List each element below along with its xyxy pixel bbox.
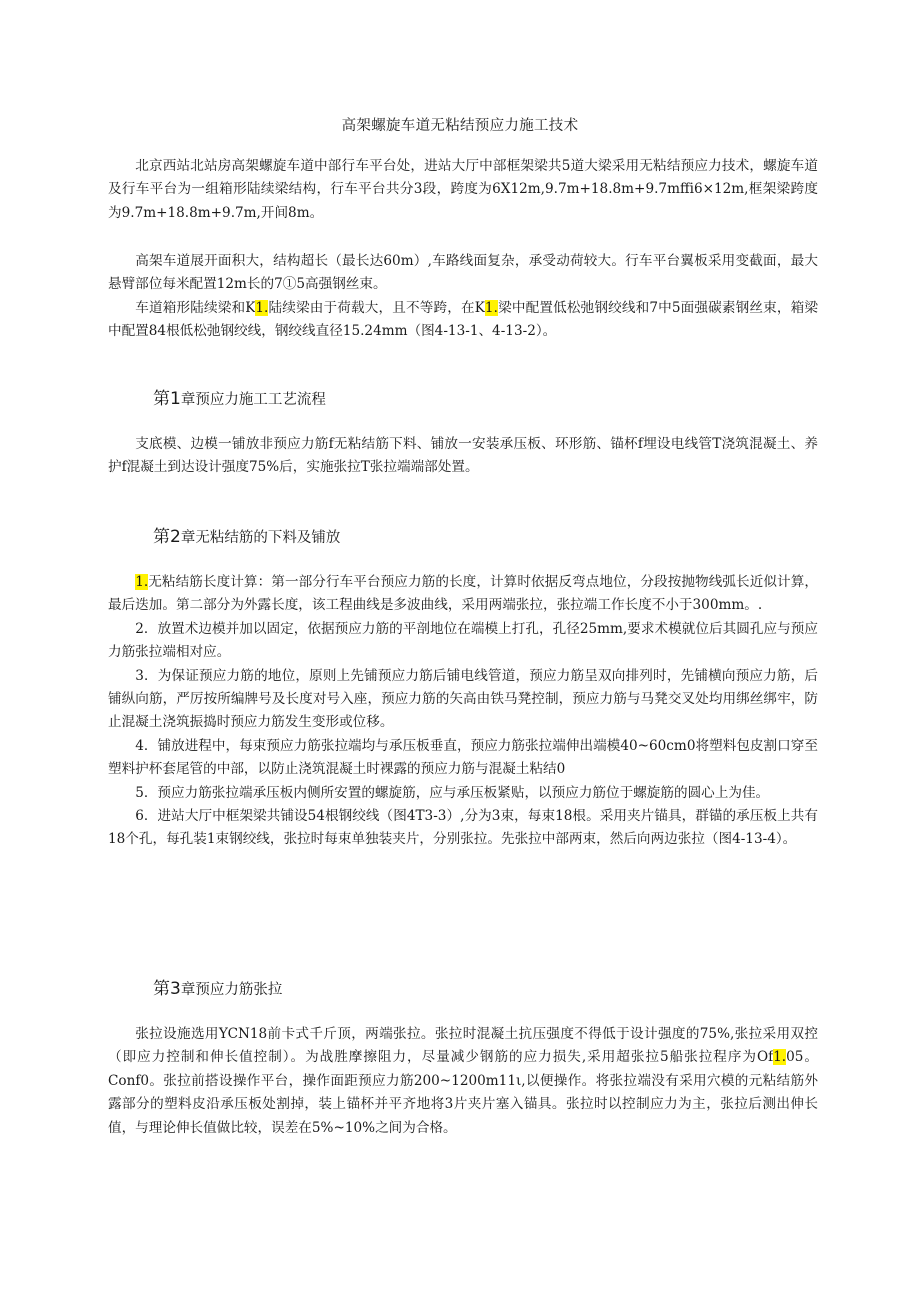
highlight-mark: 1. — [135, 574, 149, 590]
chapter-2-body — [108, 571, 818, 852]
intro-paragraph-2: 高架车道展开面积大，结构超长（最长达60m）,车路线面复杂，承受动荷较大。行车平台翼板采用变截面，最大悬臂部位每米配置12m长的7①5高强钢丝束。 — [108, 253, 818, 293]
chapter-3-paragraph: 张拉设施选用YCN18前卡式千斤顶，两端张拉。张拉时混凝土抗压强度不得低于设计强度的75%,张拉采用双控（即应力控制和伸长值控制）。为战胜摩擦阻力，尽量减少钢筋的应力损失,采用超张拉5船张拉程序为Of1.05。Conf0。张拉前搭设操作平台，操作面距预应力筋200~1200m11ι,以便操作。将张拉端没有采用穴模的元粘结筋外露部分的塑料皮沿承压板处割掉，装上锚杯并平齐地将3片夹片塞入锚具。张拉时以控制应力为主，张拉后测出伸长值，与理论伸长值做比较，误差在5%~10%之间为合格。 — [108, 1026, 818, 1136]
intro-section — [108, 155, 818, 225]
chapter-1-paragraph: 支底模、边模一铺放非预应力筋f无粘结筋下料、铺放一安装承压板、环形筋、锚杯f埋设电线管T浇筑混凝土、养护f混凝土到达设计强度75%后，实施张拉T张拉端端部处置。 — [108, 436, 818, 476]
chapter-1-body — [108, 433, 818, 480]
chapter-1-heading: 第1章预应力施工工艺流程 — [153, 389, 326, 409]
document-title: 高架螺旋车道无粘结预应力施工技术 — [341, 118, 579, 134]
intro-paragraph-3: 车道箱形陆续梁和K1.陆续梁由于荷载大，且不等跨，在K1.梁中配置低松弛钢绞线和7中5面强碳素钢丝束，箱梁中配置84根低松弛钢绞线，钢绞线直径15.24mm（图4-13-1、4-13-2）。 — [108, 299, 819, 340]
highlight-mark: 1. — [255, 299, 269, 316]
chapter-3-heading: 第3章预应力筋张拉 — [153, 979, 283, 999]
chapter-2-heading: 第2章无粘结筋的下料及铺放 — [153, 527, 341, 547]
intro-section-2 — [108, 250, 818, 344]
intro-paragraph-1: 北京西站北站房高架螺旋车道中部行车平台处，进站大厅中部框架梁共5道大梁采用无粘结预应力技术，螺旋车道及行车平台为一组箱形陆续梁结构，行车平台共分3段，跨度为6X12m,9.7m+18.8m+9.7mffi6×12m,框架梁跨度为9.7m+18.8m+9.7m,开间8m。 — [108, 158, 818, 221]
highlight-mark: 1. — [773, 1049, 787, 1066]
list-item-1: 1.无粘结筋长度计算：第一部分行车平台预应力筋的长度，计算时依据反弯点地位，分段按抛物线弧长近似计算，最后迭加。第二部分为外露长度，该工程曲线是多波曲线，采用两端张拉，张拉端工作长度不小于300mm。. — [108, 574, 818, 614]
list-item-5: 5．预应力筋张拉端承压板内侧所安置的螺旋筋，应与承压板紧贴，以预应力筋位于螺旋筋的圆心上为佳。 — [135, 784, 770, 801]
highlight-mark: 1. — [484, 299, 498, 316]
list-item-3: 3．为保证预应力筋的地位，原则上先铺预应力筋后铺电线管道，预应力筋呈双向排列时，先铺横向预应力筋，后铺纵向筋，严厉按所编牌号及长度对号入座，预应力筋的矢高由铁马凳控制，预应力筋与马凳交叉处均用绑丝绑牢，防止混凝土浇筑振捣时预应力筋发生变形或位移。 — [108, 667, 818, 731]
list-item-4: 4．铺放进程中，每束预应力筋张拉端均与承压板垂直，预应力筋张拉端伸出端模40~60cm0将塑料包皮割口穿至塑料护杯套尾管的中部，以防止浇筑混凝土时裸露的预应力筋与混凝土粘结0 — [108, 737, 818, 778]
chapter-3-body — [108, 1023, 818, 1140]
list-item-2: 2．放置术边模并加以固定，依据预应力筋的平剖地位在端模上打孔，孔径25mm,要求术模就位后其圆孔应与预应力筋张拉端相对应。 — [108, 620, 818, 661]
list-item-6: 6．进站大厅中框架梁共铺设54根钢绞线（图4T3-3）,分为3束，每束18根。采用夹片锚具，群锚的承压板上共有18个孔，每孔装1束钢绞线，张拉时每束单独装夹片，分别张拉。先张拉中部两束，然后向两边张拉（图4-13-4）。 — [108, 808, 818, 848]
